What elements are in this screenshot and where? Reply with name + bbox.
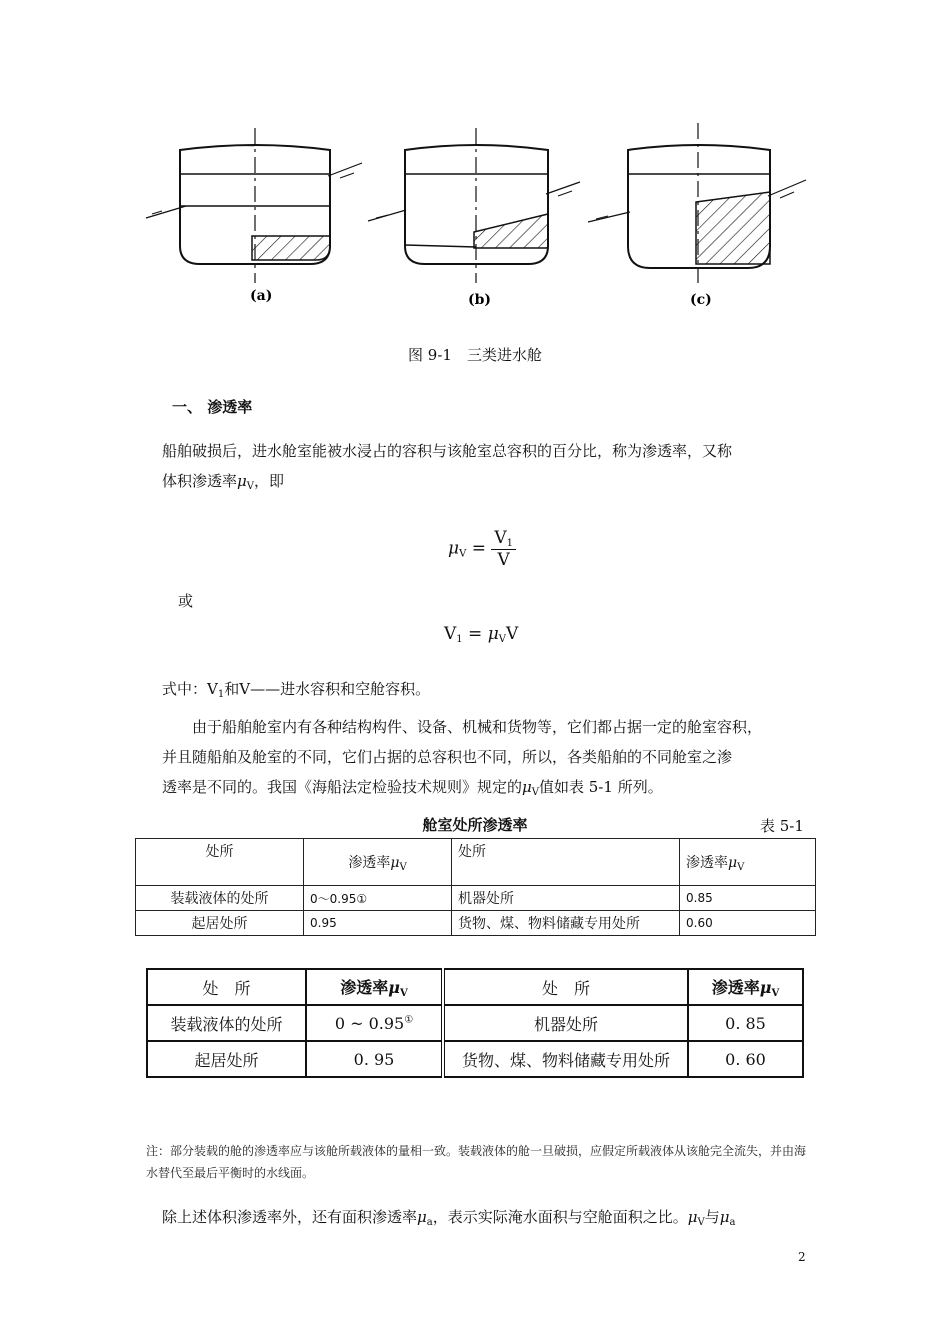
table-cell: 起居处所 — [136, 911, 304, 936]
figure-label-c: (c) — [690, 292, 712, 308]
table-row — [147, 1005, 803, 1041]
table-2 — [146, 968, 804, 1078]
paragraph-3-mu-a2: μ — [719, 1208, 730, 1226]
figure-9-1 — [130, 118, 830, 318]
table-2-header-location-2: 处 所 — [443, 969, 688, 1005]
paragraph-2-line-3-text: 透率是不同的。我国《海船法定检验技术规则》规定的 — [162, 778, 523, 796]
table-1-header-perm-text-2: 渗透率 — [686, 854, 728, 871]
figure-label-b: (b) — [468, 292, 492, 308]
table-cell: 0. 95 — [306, 1041, 443, 1077]
mu-symbol: μ — [237, 472, 247, 490]
table-1-header-permeability-2 — [680, 839, 816, 886]
paragraph-2-cont — [162, 742, 812, 808]
paragraph-2-line-1: 由于船舶舱室内有各种结构构件、设备、机械和货物等，它们都占据一定的舱室容积， — [192, 718, 763, 736]
table-cell: 0～0.95① — [304, 886, 452, 911]
page-number: 2 — [798, 1250, 806, 1264]
numerator-sub: 1 — [506, 538, 514, 549]
compartment-b — [368, 128, 580, 283]
paragraph-3-mu-v-sub: V — [697, 1217, 705, 1228]
fraction-numerator — [491, 528, 516, 550]
table-1-header-permeability-1 — [304, 839, 452, 886]
paragraph-2-mu-sub: V — [531, 787, 539, 798]
table-1-header-location-1: 处所 — [136, 839, 304, 886]
table-cell: 0.60 — [680, 911, 816, 936]
table-2-header-permeability-2 — [688, 969, 803, 1005]
paragraph-1-line-1: 船舶破损后，进水舱室能被水浸占的容积与该舱室总容积的百分比，称为渗透率，又称 — [162, 442, 733, 460]
paragraph-2 — [162, 712, 812, 742]
flooded-compartments-diagram — [130, 118, 830, 318]
table-cell: 0.95 — [304, 911, 452, 936]
paragraph-1-line-2-text: 体积渗透率 — [162, 472, 238, 490]
paragraph-3 — [162, 1202, 812, 1238]
compartment-a — [146, 128, 362, 283]
paragraph-3-mu-a-sub: a — [426, 1217, 433, 1228]
table-2-cell-value: 0 ~ 0.95 — [334, 1013, 405, 1033]
paragraph-2-line-3-suffix: 值如表 5-1 所列。 — [539, 778, 663, 796]
table-2-header-row — [147, 969, 803, 1005]
paragraph-1-line-2-suffix: ，即 — [254, 472, 285, 490]
paragraph-3-middle: ，表示实际淹水面积与空舱面积之比。 — [432, 1208, 688, 1226]
paragraph-3-mu-v: μ — [687, 1208, 698, 1226]
figure-caption: 图 9-1 三类进水舱 — [408, 346, 542, 364]
formula2-v-total: V — [506, 624, 519, 644]
formula2-v: V — [444, 624, 457, 644]
formula-note-v: V — [239, 680, 251, 698]
formula-note-v1-sub: 1 — [217, 689, 225, 700]
paragraph-2-line-2: 并且随船舶及舱室的不同，它们占据的总容积也不同，所以，各类船舶的不同舱室之渗 — [162, 748, 733, 766]
paragraph-1 — [162, 436, 812, 502]
table-2-header-mu-2: μ — [759, 978, 772, 997]
table-cell: 货物、煤、物料储藏专用处所 — [443, 1041, 688, 1077]
table-2-header-mu-sub-1: V — [399, 988, 408, 999]
numerator-v: V — [494, 528, 507, 548]
table-1-header-perm-text-1: 渗透率 — [348, 854, 391, 871]
paragraph-3-prefix: 除上述体积渗透率外，还有面积渗透率 — [162, 1208, 418, 1226]
table-row — [147, 1041, 803, 1077]
compartment-c — [588, 123, 806, 283]
paragraph-2-line-3 — [162, 772, 812, 808]
formula-mu: μ — [448, 538, 460, 559]
table-1-header-mu-1: μ — [390, 854, 400, 871]
or-text: 或 — [178, 592, 194, 610]
mu-subscript: V — [246, 481, 254, 492]
paragraph-3-mu-a2-sub: a — [729, 1217, 736, 1228]
table-1-header-mu-2: μ — [728, 854, 738, 871]
table-1-title: 舱室处所渗透率 — [422, 816, 528, 834]
paragraph-3-mu-a: μ — [417, 1208, 427, 1226]
table-2-header-perm-text-2: 渗透率 — [711, 978, 760, 997]
section-title: 一、 渗透率 — [172, 398, 253, 416]
paragraph-2-mu: μ — [522, 778, 532, 796]
formula-note-middle: 和 — [224, 680, 240, 698]
formula2-mu-sub: V — [498, 634, 507, 645]
fraction — [491, 528, 516, 570]
table-cell: 装载液体的处所 — [147, 1005, 306, 1041]
formula2-mu: μ — [487, 624, 499, 644]
formula2-sub: 1 — [456, 634, 463, 645]
table-1-header-mu-sub-2: V — [737, 861, 745, 873]
table-1 — [135, 838, 816, 936]
table-cell: 装载液体的处所 — [136, 886, 304, 911]
formula-note-v1: V — [207, 680, 218, 698]
paragraph-3-and: 与 — [704, 1208, 720, 1226]
table-cell: 0. 60 — [688, 1041, 803, 1077]
table-1-number: 表 5-1 — [760, 817, 804, 835]
table-cell: 机器处所 — [452, 886, 680, 911]
table-1-header-location-2: 处所 — [452, 839, 680, 886]
table-row — [136, 911, 816, 936]
table-cell — [306, 1005, 443, 1041]
table-2-header-perm-text-1: 渗透率 — [340, 978, 389, 997]
footnote-marker: ① — [404, 1014, 414, 1026]
formula-mu-v-fraction: $\mu_V$ = $\frac{V_1}{V}$ — [448, 528, 516, 570]
figure-label-a: (a) — [250, 288, 273, 304]
table-cell: 货物、煤、物料储藏专用处所 — [452, 911, 680, 936]
table-cell: 机器处所 — [443, 1005, 688, 1041]
table-cell: 0. 85 — [688, 1005, 803, 1041]
table-2-header-mu-sub-2: V — [771, 988, 780, 999]
formula-mu-sub: V — [459, 548, 467, 560]
table-1-header-mu-sub-1: V — [399, 861, 407, 873]
table-2-header-location-1: 处 所 — [147, 969, 306, 1005]
table-2-header-permeability-1 — [306, 969, 443, 1005]
table-cell: 起居处所 — [147, 1041, 306, 1077]
formula-note-prefix: 式中： — [162, 680, 208, 698]
formula-note-suffix: ——进水容积和空舱容积。 — [250, 680, 431, 698]
table-row — [136, 886, 816, 911]
paragraph-1-line-2 — [162, 466, 812, 502]
formula-v1: $V_1 = \mu_VV$ — [444, 624, 519, 645]
table-1-header-row — [136, 839, 816, 886]
fraction-denominator: V — [497, 550, 510, 570]
table-2-header-mu-1: μ — [388, 978, 400, 997]
formula-note — [162, 674, 812, 710]
table-cell: 0.85 — [680, 886, 816, 911]
table-note: 注：部分装载的舱的渗透率应与该舱所载液体的量相一致。装载液体的舱一旦破损，应假定所载液体从该舱完全流失，并由海水替代至最后平衡时的水线面。 — [146, 1144, 807, 1180]
